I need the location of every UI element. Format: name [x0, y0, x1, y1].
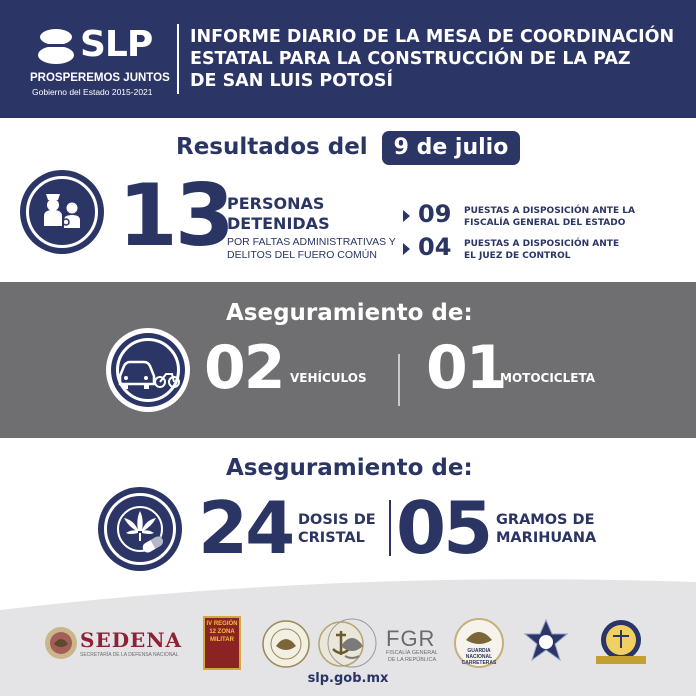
region-logo-text: IV REGIÓN 12 ZONA MILITAR	[206, 621, 238, 643]
title-line-2: ESTATAL PARA LA CONSTRUCCIÓN DE LA PAZ	[190, 49, 631, 69]
partner-logos	[0, 612, 696, 672]
juez-label-line1: PUESTAS A DISPOSICIÓN ANTE	[464, 239, 620, 249]
vehicles-band	[0, 282, 696, 438]
results-title: Resultados del	[176, 134, 368, 160]
drugs-title: Aseguramiento de:	[226, 455, 473, 481]
logo-tagline: PROSPEREMOS JUNTOS	[30, 72, 170, 84]
motorcycle-label: MOTOCICLETA	[500, 371, 595, 385]
police-star-icon	[522, 618, 570, 666]
fiscalia-count: 09	[418, 200, 452, 228]
detained-icon-circle	[20, 170, 104, 254]
chevron-right-icon	[403, 243, 410, 255]
slp-logo	[28, 22, 168, 100]
vehicles-divider	[398, 354, 400, 406]
title-line-3: DE SAN LUIS POTOSÍ	[190, 71, 394, 91]
header-banner	[0, 0, 696, 118]
guardia-nacional-icon	[262, 620, 310, 668]
vehicles-label: VEHÍCULOS	[290, 371, 367, 385]
guardia-carreteras-logo	[454, 618, 504, 668]
fgr-logo-text: FGR	[386, 626, 436, 651]
vehicle-icon-circle	[106, 328, 190, 412]
sedena-logo-text: SEDENA	[80, 628, 183, 652]
cannabis-pill-icon	[98, 487, 182, 571]
marihuana-count: 05	[396, 486, 491, 570]
date-badge: 9 de julio	[382, 131, 520, 165]
chevron-right-icon	[403, 210, 410, 222]
logo-text: SLP	[80, 24, 153, 65]
drugs-icon-circle	[98, 487, 182, 571]
sedena-logo-subtitle: SECRETARÍA DE LA DEFENSA NACIONAL	[80, 652, 179, 658]
footer-url[interactable]: slp.gob.mx	[307, 671, 389, 686]
fiscalia-estado-icon	[592, 618, 650, 668]
eagle-icon	[456, 624, 502, 648]
logo-government: Gobierno del Estado 2015-2021	[32, 87, 153, 97]
detained-count: 13	[118, 166, 232, 266]
region-military-logo	[203, 616, 241, 670]
detained-persons-icon	[20, 170, 104, 254]
juez-count: 04	[418, 233, 452, 261]
marihuana-label-line1: GRAMOS DE	[496, 512, 595, 528]
drugs-divider	[389, 500, 391, 556]
mexico-coat-of-arms-icon	[327, 618, 377, 668]
fiscalia-label-line1: PUESTAS A DISPOSICIÓN ANTE LA	[464, 206, 635, 216]
sedena-eagle-icon	[44, 626, 78, 660]
page-title	[190, 26, 690, 92]
vehicles-title: Aseguramiento de:	[226, 300, 473, 326]
motorcycle-count: 01	[426, 333, 506, 403]
cristal-label-line1: DOSIS DE	[298, 512, 376, 528]
vehicles-count: 02	[204, 333, 284, 403]
juez-label-line2: EL JUEZ DE CONTROL	[464, 251, 571, 261]
cristal-label-line2: CRISTAL	[298, 530, 365, 546]
marihuana-label-line2: MARIHUANA	[496, 530, 597, 546]
guardia-carreteras-text: GUARDIA NACIONAL CARRETERAS	[461, 648, 497, 666]
detained-sub-line1: POR FALTAS ADMINISTRATIVAS Y	[227, 236, 396, 248]
detained-sub-line2: DELITOS DEL FUERO COMÚN	[227, 249, 377, 261]
fgr-logo-subtitle: FISCALÍA GENERAL DE LA REPÚBLICA	[386, 650, 438, 663]
detained-label-line2: DETENIDAS	[227, 214, 330, 233]
detained-label-line1: PERSONAS	[227, 194, 325, 213]
slp-logo-mark-icon	[34, 26, 78, 70]
fiscalia-label-line2: FISCALÍA GENERAL DEL ESTADO	[464, 218, 626, 228]
cristal-count: 24	[198, 486, 293, 570]
car-motorcycle-icon	[106, 328, 190, 412]
header-divider	[177, 24, 179, 94]
title-line-1: INFORME DIARIO DE LA MESA DE COORDINACIÓN	[190, 27, 675, 47]
